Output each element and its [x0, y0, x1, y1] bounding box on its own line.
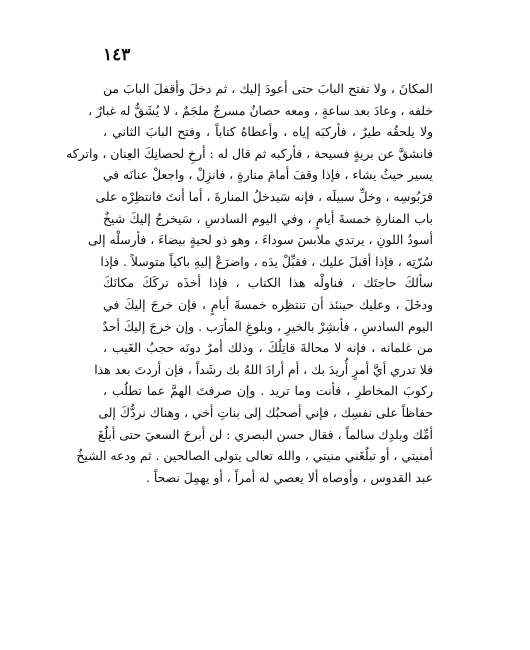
text-line: خلفه ، وعادَ بعد ساعةٍ ، ومعه حصانٌ مسرجٌ ملجَمٌ ، لا يُشَقُّ له غبارٌ ، [88, 102, 433, 118]
text-line: أمنيتي ، أو تبلُغَني منيتي ، والله تعالى يتولى الصالحين . ثم ودعه الشيخُ [76, 448, 433, 464]
text-line: ركوبَ المخاطرِ ، فأنت وما تريد . وإن صرفتَ الهمَّ عما تطلُب ، [103, 383, 433, 399]
text-line: ولا يلحقُه طيرٌ ، فأركبَه إياه ، وأعطاهُ كتاباً ، وفتح البابَ الثاني ، [103, 124, 433, 140]
text-line: أسودُ اللونِ ، يرتدي ملابسَ سوداءَ ، وهو ذو لحيةٍ بيضاءَ ، فأرسلْه إلى [87, 232, 433, 248]
text-line: يسير حيثُ يشاء ، فإذا وقفَ أمامَ منارةٍ ، فانزِلْ ، واجعلْ عنانَه في [102, 167, 433, 183]
text-line: عبد القدوس ، وأوصاه ألا يعصي له أمراً ، أو يهمِلَ نصحاً . [145, 469, 433, 485]
text-line: فلا تدري أيَّ أمرٍ أُريدَ بك ، أم أرادَ اللهُ بك رشَداً ، فإن أردتَ بعد هذا [94, 361, 433, 377]
body-text [66, 78, 433, 488]
text-line: سُرّتِه ، فإذا أقبلَ عليك ، فقبِّلْ يدَه ، واضرَعْ إليهِ باكياً متوسلاً . فإذا [100, 253, 433, 269]
text-line: فانشقَّ عن بريةٍ فسيحة ، فأركبه ثم قال له : أرخِ لحصانِكَ العِنان ، واتركه [66, 145, 433, 161]
text-line: قرَبُوسِه ، وخلِّ سبيلَه ، فإنه سَيدخلُ المنارةَ ، أما أنتَ فانتظِرْه على [95, 188, 433, 204]
page-number: ١٤٣ [103, 45, 131, 65]
text-line: ودخَلَ ، وعليك حينئذ أن تنتظِره خمسةَ أيامٍ ، فإن خرجَ إليكَ في [103, 296, 433, 312]
text-line: أمِّك وبلدِك سالماً ، فقال حسن البصري : لن أبرحَ السعيَ حتى أبلُغَ [97, 426, 433, 442]
text-line: اليوم السادسِ ، فأبشِرْ بالخيرِ ، وبلوغِ المأرَب . وإن خرجَ إليكَ أحدٌ [102, 318, 433, 334]
text-line: من غلمانه ، فإنه لا محالةَ قاتِلُكَ ، وذلك أمرٌ دونَه حجبُ الغَيب ، [103, 340, 433, 356]
text-line: المكانَ ، ولا تفتح البابَ حتى أعودَ إليك ، ثم دخلَ وأقفلَ البابَ من [103, 81, 433, 96]
text-line: باب المنارةِ خمسةَ أيامٍ ، وفي اليوم السادسِ ، سَيخرجُ إليكَ شيخٌ [103, 210, 433, 226]
text-line: سألكَ حاجتَك ، فناولْه هذا الكتاب ، فإذا أخذَه تركَكَ مكانَكَ [103, 275, 433, 291]
text-line: حفاظاً على نفسِك ، فإني أصحبُك إلى بناتِ أخي ، وهناك نردُّكَ إلى [98, 404, 433, 420]
